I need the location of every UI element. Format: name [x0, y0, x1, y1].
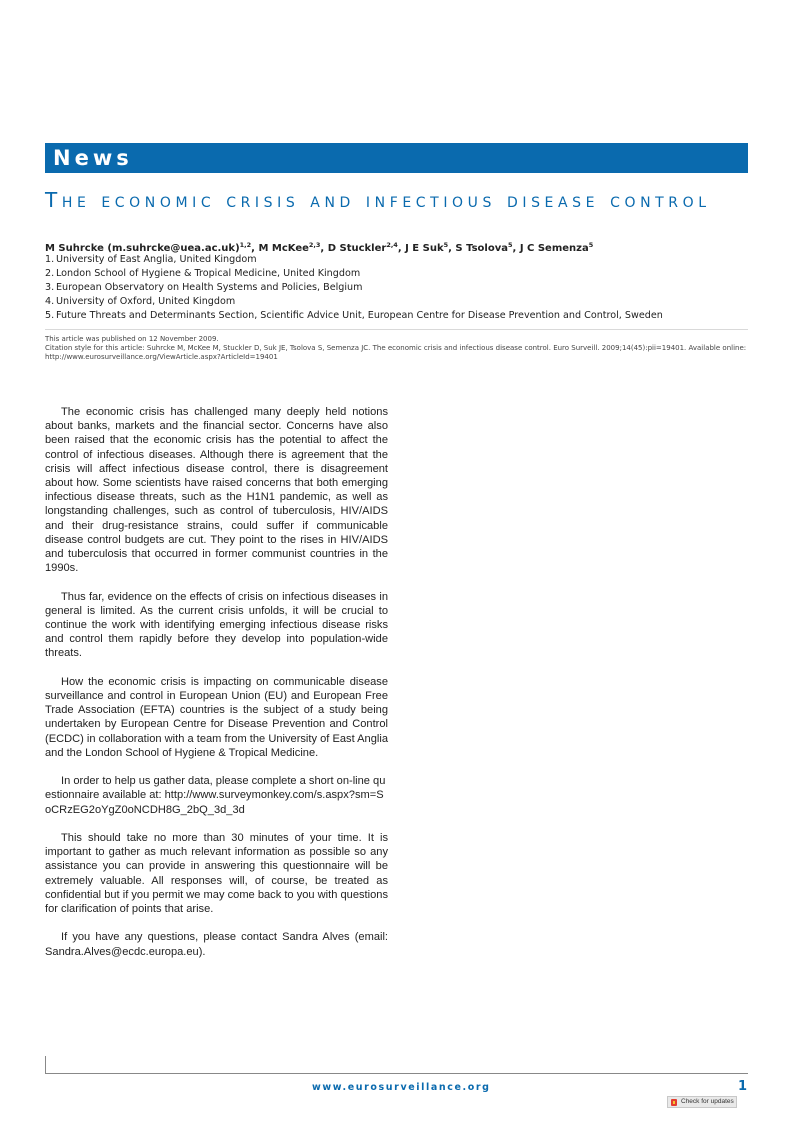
article-title: The economic crisis and infectious disease control — [45, 188, 711, 212]
author: J E Suk$^5$ — [405, 241, 449, 254]
article-body — [45, 405, 388, 973]
check-for-updates-button[interactable] — [667, 1096, 737, 1108]
footer-website-link[interactable]: www.eurosurveillance.org — [312, 1082, 491, 1093]
section-banner — [45, 143, 748, 173]
affiliation-list — [45, 253, 755, 323]
body-paragraph: How the economic crisis is impacting on communicable disease surveillance and control in European Union (EU) and European Free Trade Association (EFTA) countries is the subject of a study being undertaken by European Centre for Disease Prevention and Control (ECDC) in collaboration with a team from the University of East Anglia and the London School of Hygiene & Tropical Medicine. — [45, 675, 388, 759]
footer-divider — [45, 1073, 748, 1074]
section-label: News — [53, 146, 133, 170]
citation-text: Citation style for this article: Suhrcke M, McKee M, Stuckler D, Suk JE, Tsolova S, Semenza JC. The economic crisis and infectious disease control. Euro Surveill. 2009;14(45):pii=19401. Available online: http://www.eurosurveillance.org/ViewArticle.aspx?ArticleId=19401 — [45, 344, 747, 361]
body-paragraph-questionnaire-link: In order to help us gather data, please complete a short on-line questionnaire available at: http://www.surveymonkey.com/s.aspx?sm=SoCRzEG2oYgZ0oNCDH8G_2bQ_3d_3d — [45, 775, 386, 816]
affiliation-item: 5. Future Threats and Determinants Section, Scientific Advice Unit, European Centre for Disease Prevention and Control, Sweden — [45, 310, 663, 321]
affiliation-item: 3. European Observatory on Health Systems and Policies, Belgium — [45, 282, 363, 293]
published-date: This article was published on 12 November 2009. — [45, 335, 219, 343]
badge-label: Check for updates — [681, 1098, 734, 1105]
publication-note — [45, 335, 748, 362]
author: S Tsolova$^5$ — [455, 241, 513, 254]
author: M McKee$^{2,3}$ — [258, 241, 321, 254]
author: J C Semenza$^5$ — [519, 241, 594, 254]
footer-divider-vertical — [45, 1056, 46, 1074]
body-paragraph: The economic crisis has challenged many deeply held notions about banks, markets and the financial sector. Concerns have also been raised that the economic crisis has the potential to affect the control of infectious diseases. Although there is agreement that the crisis will affect infectious disease control, there is disagreement about how. Some scientists have raised concerns that both emerging infectious disease threats, such as the H1N1 pandemic, as well as longstanding challenges, such as control of tuberculosis, HIV/AIDS and their drug-resistance strains, could suffer if communicable disease control budgets are cut. They point to the rises in HIV/AIDS and tuberculosis that occurred in former communist countries in the 1990s. — [45, 406, 388, 575]
body-paragraph: If you have any questions, please contact Sandra Alves (email: Sandra.Alves@ecdc.europa.eu). — [45, 931, 388, 958]
affiliation-item: 1. University of East Anglia, United Kingdom — [45, 254, 257, 265]
page-number: 1 — [738, 1079, 748, 1094]
affiliation-item: 2. London School of Hygiene & Tropical Medicine, United Kingdom — [45, 268, 361, 279]
divider — [45, 329, 748, 330]
body-paragraph: This should take no more than 30 minutes of your time. It is important to gather as much relevant information as possible so any assistance you can provide in answering this questionnaire will be extremely valuable. All responses will, of course, be treated as confidential but if you permit we may come back to you with questions for clarification of points that arise. — [45, 832, 388, 916]
author: D Stuckler$^{2,4}$ — [327, 241, 398, 254]
author: M Suhrcke (m.suhrcke@uea.ac.uk)$^{1,2}$ — [45, 241, 252, 254]
author-list: M Suhrcke (m.suhrcke@uea.ac.uk)$^{1,2}$, M McKee$^{2,3}$, D Stuckler$^{2,4}$, J E Suk$^5$, S Tsolova$^5$, J C Semenza$^5$ — [45, 241, 594, 254]
body-paragraph: Thus far, evidence on the effects of crisis on infectious diseases in general is limited. As the current crisis unfolds, it will be crucial to continue the work with identifying emerging infectious disease risks and control them rapidly before they develop into population-wide threats. — [45, 590, 388, 660]
crossmark-icon — [671, 1099, 677, 1106]
affiliation-item: 4. University of Oxford, United Kingdom — [45, 296, 236, 307]
